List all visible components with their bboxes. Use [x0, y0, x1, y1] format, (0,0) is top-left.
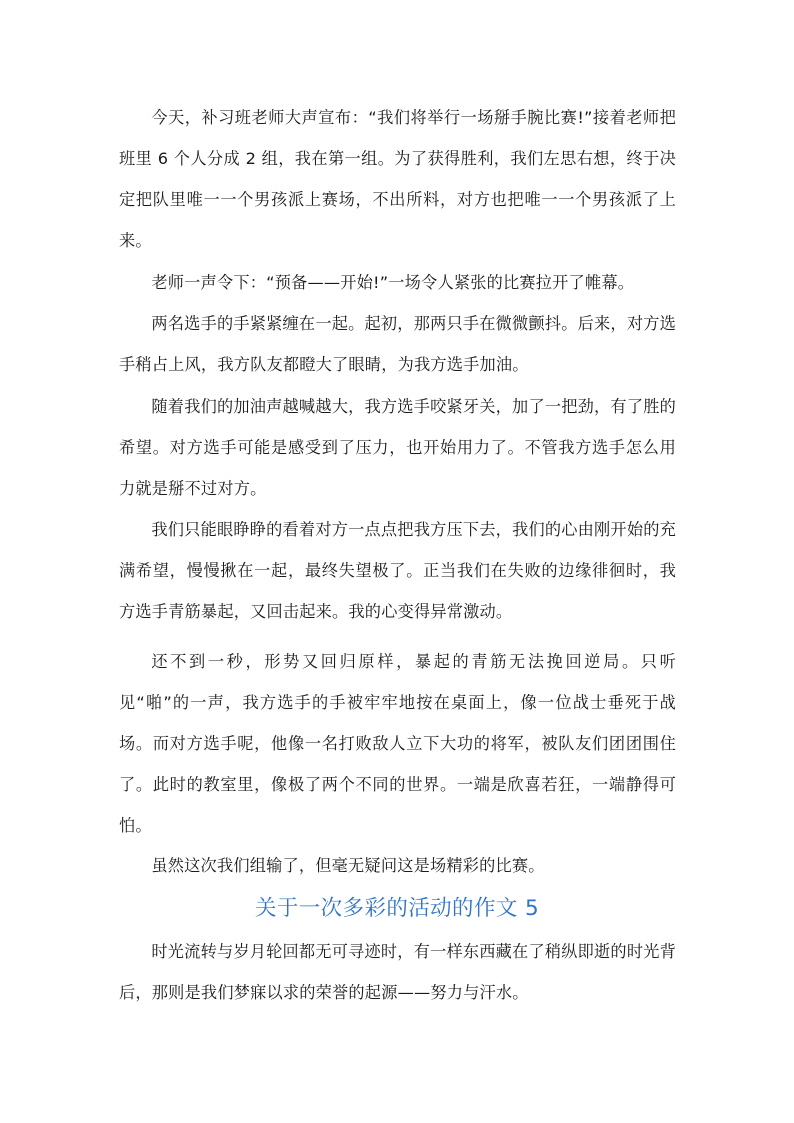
- paragraph-1: 今天，补习班老师大声宣布：“我们将举行一场掰手腕比赛!”接着老师把班里 6 个人分成 2 组，我在第一组。为了获得胜利，我们左思右想，终于决定把队里唯一一个男孩派上赛场，不出所料，对方也把唯一一个男孩派了上来。: [119, 108, 676, 251]
- paragraph-3: 两名选手的手紧紧缠在一起。起初，那两只手在微微颤抖。后来，对方选手稍占上风，我方队友都瞪大了眼睛，为我方选手加油。: [119, 314, 676, 375]
- paragraph-7: 虽然这次我们组输了，但毫无疑问这是场精彩的比赛。: [151, 856, 545, 875]
- paragraph-4: 随着我们的加油声越喊越大，我方选手咬紧牙关，加了一把劲，有了胜的希望。对方选手可能是感受到了压力，也开始用力了。不管我方选手怎么用力就是掰不过对方。: [119, 397, 676, 499]
- paragraph-6: 还不到一秒，形势又回归原样，暴起的青筋无法挽回逆局。只听见“啪”的一声，我方选手的手被牢牢地按在桌面上，像一位战士垂死于战场。而对方选手呢，他像一名打败敌人立下大功的将军，被队友们团团围住了。此时的教室里，像极了两个不同的世界。一端是欣喜若狂，一端静得可怕。: [119, 652, 676, 836]
- paragraph-closing: 时光流转与岁月轮回都无可寻迹时，有一样东西藏在了稍纵即逝的时光背后，那则是我们梦寐以求的荣誉的起源——努力与汗水。: [119, 942, 676, 1003]
- paragraph-2: 老师一声令下：“预备——开始!”一场令人紧张的比赛拉开了帷幕。: [151, 273, 635, 292]
- section-heading: 关于一次多彩的活动的作文 5: [254, 896, 540, 921]
- paragraph-5: 我们只能眼睁睁的看着对方一点点把我方压下去，我们的心由刚开始的充满希望，慢慢揪在一起，最终失望极了。正当我们在失败的边缘徘徊时，我方选手青筋暴起，又回击起来。我的心变得异常激动。: [119, 520, 676, 622]
